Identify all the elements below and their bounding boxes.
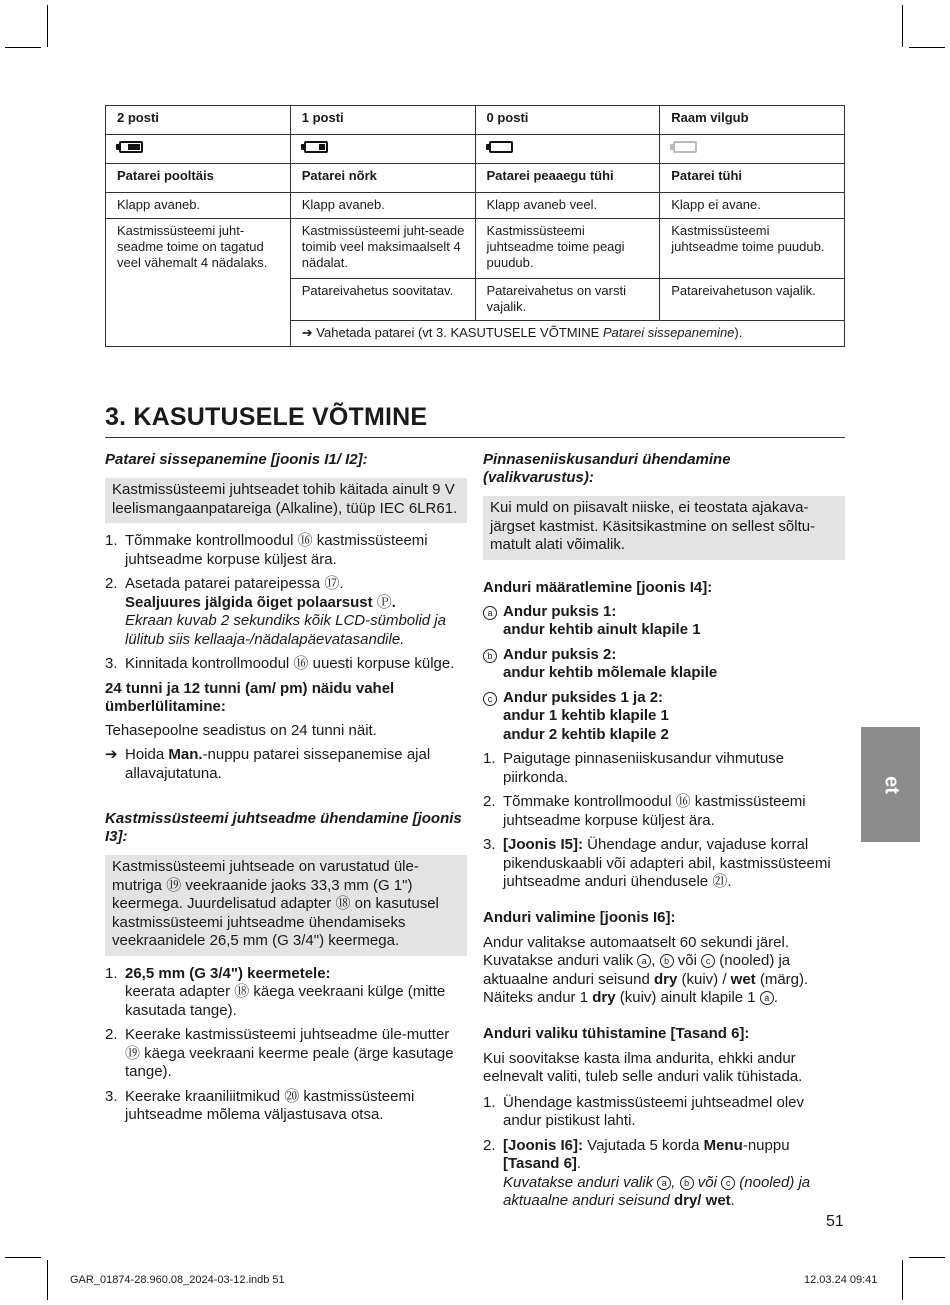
table-cell: Patarei pooltäis: [106, 164, 291, 193]
circled-b-icon: b: [483, 649, 497, 663]
clock-default-text: Tehasepoolne seadistus on 24 tunni näit.: [105, 721, 377, 739]
crop-mark: [5, 47, 41, 48]
callout-16: ⑯: [297, 532, 313, 549]
sensor-heading: Pinnaseniiskusanduri ühendamine (valikvarustus):: [483, 451, 731, 486]
list-item: 2. Asetada patarei patareipessa ⑰. Sealjuures jälgida õiget polaarsust Ⓟ. Ekraan kuvab 2 sekundiks kõik LCD-sümbolid ja lülitub siis kellaaja-/nädalapäevatasandile.: [105, 575, 446, 648]
crop-mark: [902, 1260, 903, 1300]
language-code: et: [880, 775, 902, 794]
sensor-option-b: b Andur puksis 2: andur kehtib mõlemale klapile: [483, 646, 845, 683]
table-cell: Klapp avaneb.: [106, 193, 291, 219]
table-cell: Patareivahetus on varsti vajalik.: [475, 279, 660, 321]
clock-heading: 24 tunni ja 12 tunni (am/ pm) näidu vahel ümberlülitamine:: [105, 679, 395, 715]
circled-a-icon: a: [483, 606, 497, 620]
crop-mark: [902, 5, 903, 47]
sensor-steps: [483, 750, 845, 892]
list-item: 1. Tõmmake kontrollmoodul ⑯ kastmissüsteemi juhtseadme korpuse küljest ära.: [105, 532, 428, 568]
crop-mark: [909, 47, 945, 48]
list-item: 3. Keerake kraaniliitmikud ⑳ kastmissüsteemi juhtseadme mõlema väljastusava otsa.: [105, 1087, 415, 1123]
battery-empty-icon: [489, 141, 513, 153]
cancel-text: Kui soovitakse kasta ilma andurita, ehkki andur eelnevalt valiti, tuleb selle anduri valik tühistada.: [483, 1049, 803, 1085]
table-icon-row: [106, 135, 845, 164]
table-header-cell: 1 posti: [290, 106, 475, 135]
battery-low-icon: [304, 141, 328, 153]
define-heading: Anduri määratlemine [joonis I4]:: [483, 578, 713, 596]
table-cell: Kastmissüsteemi juhtseadme toime puudub.: [660, 219, 845, 279]
list-item: 1. 26,5 mm (G 3/4") keermetele: keerata adapter ⑱ käega veekraani külge (mitte kasutada tange).: [105, 964, 446, 1019]
callout-20: ⑳: [284, 1087, 300, 1105]
cancel-steps: [483, 1094, 845, 1211]
cancel-heading: Anduri valiku tühistamine [Tasand 6]:: [483, 1024, 750, 1042]
table-cell: Klapp avaneb veel.: [475, 193, 660, 219]
connect-heading: Kastmissüsteemi juhtseadme ühendamine [joonis I3]:: [105, 810, 462, 845]
table-cell: Patarei nõrk: [290, 164, 475, 193]
callout-18: ⑱: [335, 895, 351, 912]
sensor-option-a: a Andur puksis 1: andur kehtib ainult klapile 1: [483, 603, 845, 640]
table-cell: [106, 135, 291, 164]
footer-file-info: GAR_01874-28.960.08_2024-03-12.indb 51: [70, 1274, 285, 1286]
language-tab: [861, 727, 920, 842]
table-header-row: [106, 106, 845, 135]
left-column: [105, 451, 467, 1125]
sensor-option-c: c Andur puksides 1 ja 2: andur 1 kehtib klapile 1 andur 2 kehtib klapile 2: [483, 689, 845, 745]
list-item: 3. Kinnitada kontrollmoodul ⑯ uuesti korpuse külge.: [105, 655, 455, 672]
table-cell: Patareivahetus soovitatav.: [290, 279, 475, 321]
circled-a-icon: a: [637, 954, 651, 968]
table-row: [106, 219, 845, 279]
battery-status-table: [105, 105, 845, 347]
callout-16: ⑯: [293, 655, 309, 672]
crop-mark: [5, 1257, 41, 1258]
right-column: [483, 451, 845, 1211]
battery-half-icon: [119, 141, 143, 153]
battery-blinking-frame-icon: [673, 141, 697, 153]
connect-steps: [105, 965, 467, 1125]
callout-17: ⑰: [324, 575, 340, 592]
list-item: 2. Keerake kastmissüsteemi juhtseadme üle-mutter ⑲ käega veekraani keerme peale (ärge kasutage tange).: [105, 1026, 454, 1080]
crop-mark: [909, 1257, 945, 1258]
list-item: 2. [Joonis I6]: Vajutada 5 korda Menu-nuppu [Tasand 6]. Kuvatakse anduri valik a , b või c (nooled) ja aktuaalne anduri seisund dry/ wet.: [483, 1136, 811, 1209]
table-cell: Kastmissüsteemi juht-seadme toime on tagatud veel vähemalt 4 nädalaks.: [106, 219, 291, 347]
table-cell: Klapp ei avane.: [660, 193, 845, 219]
arrow-icon: ➔: [301, 325, 313, 340]
table-cell: [475, 135, 660, 164]
select-text: Andur valitakse automaatselt 60 sekundi järel. Kuvatakse anduri valik a , b või c (nooled) ja aktuaalne anduri seisund dry (kuiv) / wet (märg). Näiteks andur 1 dry (kuiv) ainult klapile 1 a .: [483, 933, 809, 1006]
callout-19: ⑲: [166, 876, 182, 894]
battery-heading: Patarei sissepanemine [joonis I1/ I2]:: [105, 451, 368, 468]
table-cell: Klapp avaneb.: [290, 193, 475, 219]
circled-c-icon: c: [483, 692, 497, 706]
list-item: 3. [Joonis I5]: Ühendage andur, vajaduse korral pikenduskaabli või adapteri abil, kastmissüsteemi juhtseadme anduri ühendusele ㉑.: [483, 836, 831, 890]
connect-note: Kastmissüsteemi juhtseade on varustatud üle-mutriga ⑲ veekraanide jaoks 33,3 mm (G 1") keermega. Juurdelisatud adapter ⑱ on kasutusel kastmissüsteemi juhtseadme ühendamiseks veekraanidele 26,5 mm (G 3/4") keermega.: [105, 855, 467, 956]
table-note-cell: ➔ Vahetada patarei (vt 3. KASUTUSELE VÕTMINE Patarei sissepanemine).: [290, 321, 844, 347]
callout-18: ⑱: [234, 983, 250, 1000]
select-heading: Anduri valimine [joonis I6]:: [483, 908, 676, 926]
table-header-cell: Raam vilgub: [660, 106, 845, 135]
callout-19: ⑲: [125, 1044, 141, 1062]
clock-instruction: ➔ Hoida Man.-nuppu patarei sissepanemise ajal allavajutatuna.: [105, 746, 431, 782]
table-row: [106, 193, 845, 219]
crop-mark: [47, 5, 48, 47]
crop-mark: [47, 1260, 48, 1300]
list-item: 1. Paigutage pinnaseniiskusandur vihmutuse piirkonda.: [483, 750, 785, 786]
callout-21: ㉑: [712, 873, 728, 890]
circled-a-icon: a: [657, 1176, 671, 1190]
circled-c-icon: c: [701, 954, 715, 968]
battery-note: Kastmissüsteemi juhtseadet tohib käitada ainult 9 V leelismangaanpatareiga (Alkaline), tüüp IEC 6LR61.: [105, 478, 467, 523]
table-row: [106, 164, 845, 193]
table-cell: Kastmissüsteemi juhtseadme toime peagi puudub.: [475, 219, 660, 279]
circled-a-icon: a: [760, 991, 774, 1005]
page-number: 51: [826, 1213, 844, 1230]
callout-p: Ⓟ: [376, 593, 392, 611]
table-cell: [290, 135, 475, 164]
table-header-cell: 2 posti: [106, 106, 291, 135]
section-title: 3. KASUTUSELE VÕTMINE: [105, 403, 428, 431]
table-cell: [660, 135, 845, 164]
circled-b-icon: b: [680, 1176, 694, 1190]
battery-steps: [105, 532, 467, 674]
circled-b-icon: b: [660, 954, 674, 968]
table-cell: Patarei peaaegu tühi: [475, 164, 660, 193]
table-header-cell: 0 posti: [475, 106, 660, 135]
list-item: 1. Ühendage kastmissüsteemi juhtseadmel olev andur pistikust lahti.: [483, 1093, 804, 1129]
circled-c-icon: c: [721, 1176, 735, 1190]
table-cell: Patarei tühi: [660, 164, 845, 193]
callout-16: ⑯: [675, 793, 691, 810]
table-cell: Patareivahetuson vajalik.: [660, 279, 845, 321]
title-divider: [105, 437, 845, 438]
arrow-icon: ➔: [105, 746, 118, 763]
list-item: 2. Tõmmake kontrollmoodul ⑯ kastmissüsteemi juhtseadme korpuse küljest ära.: [483, 793, 806, 829]
footer-timestamp: 12.03.24 09:41: [804, 1274, 878, 1286]
sensor-note: Kui muld on piisavalt niiske, ei teostata ajakava-järgset kastmist. Käsitsikastmine on sellest sõltu-matult alati võimalik.: [483, 496, 845, 560]
table-cell: Kastmissüsteemi juht-seade toimib veel maksimaalselt 4 nädalat.: [290, 219, 475, 279]
